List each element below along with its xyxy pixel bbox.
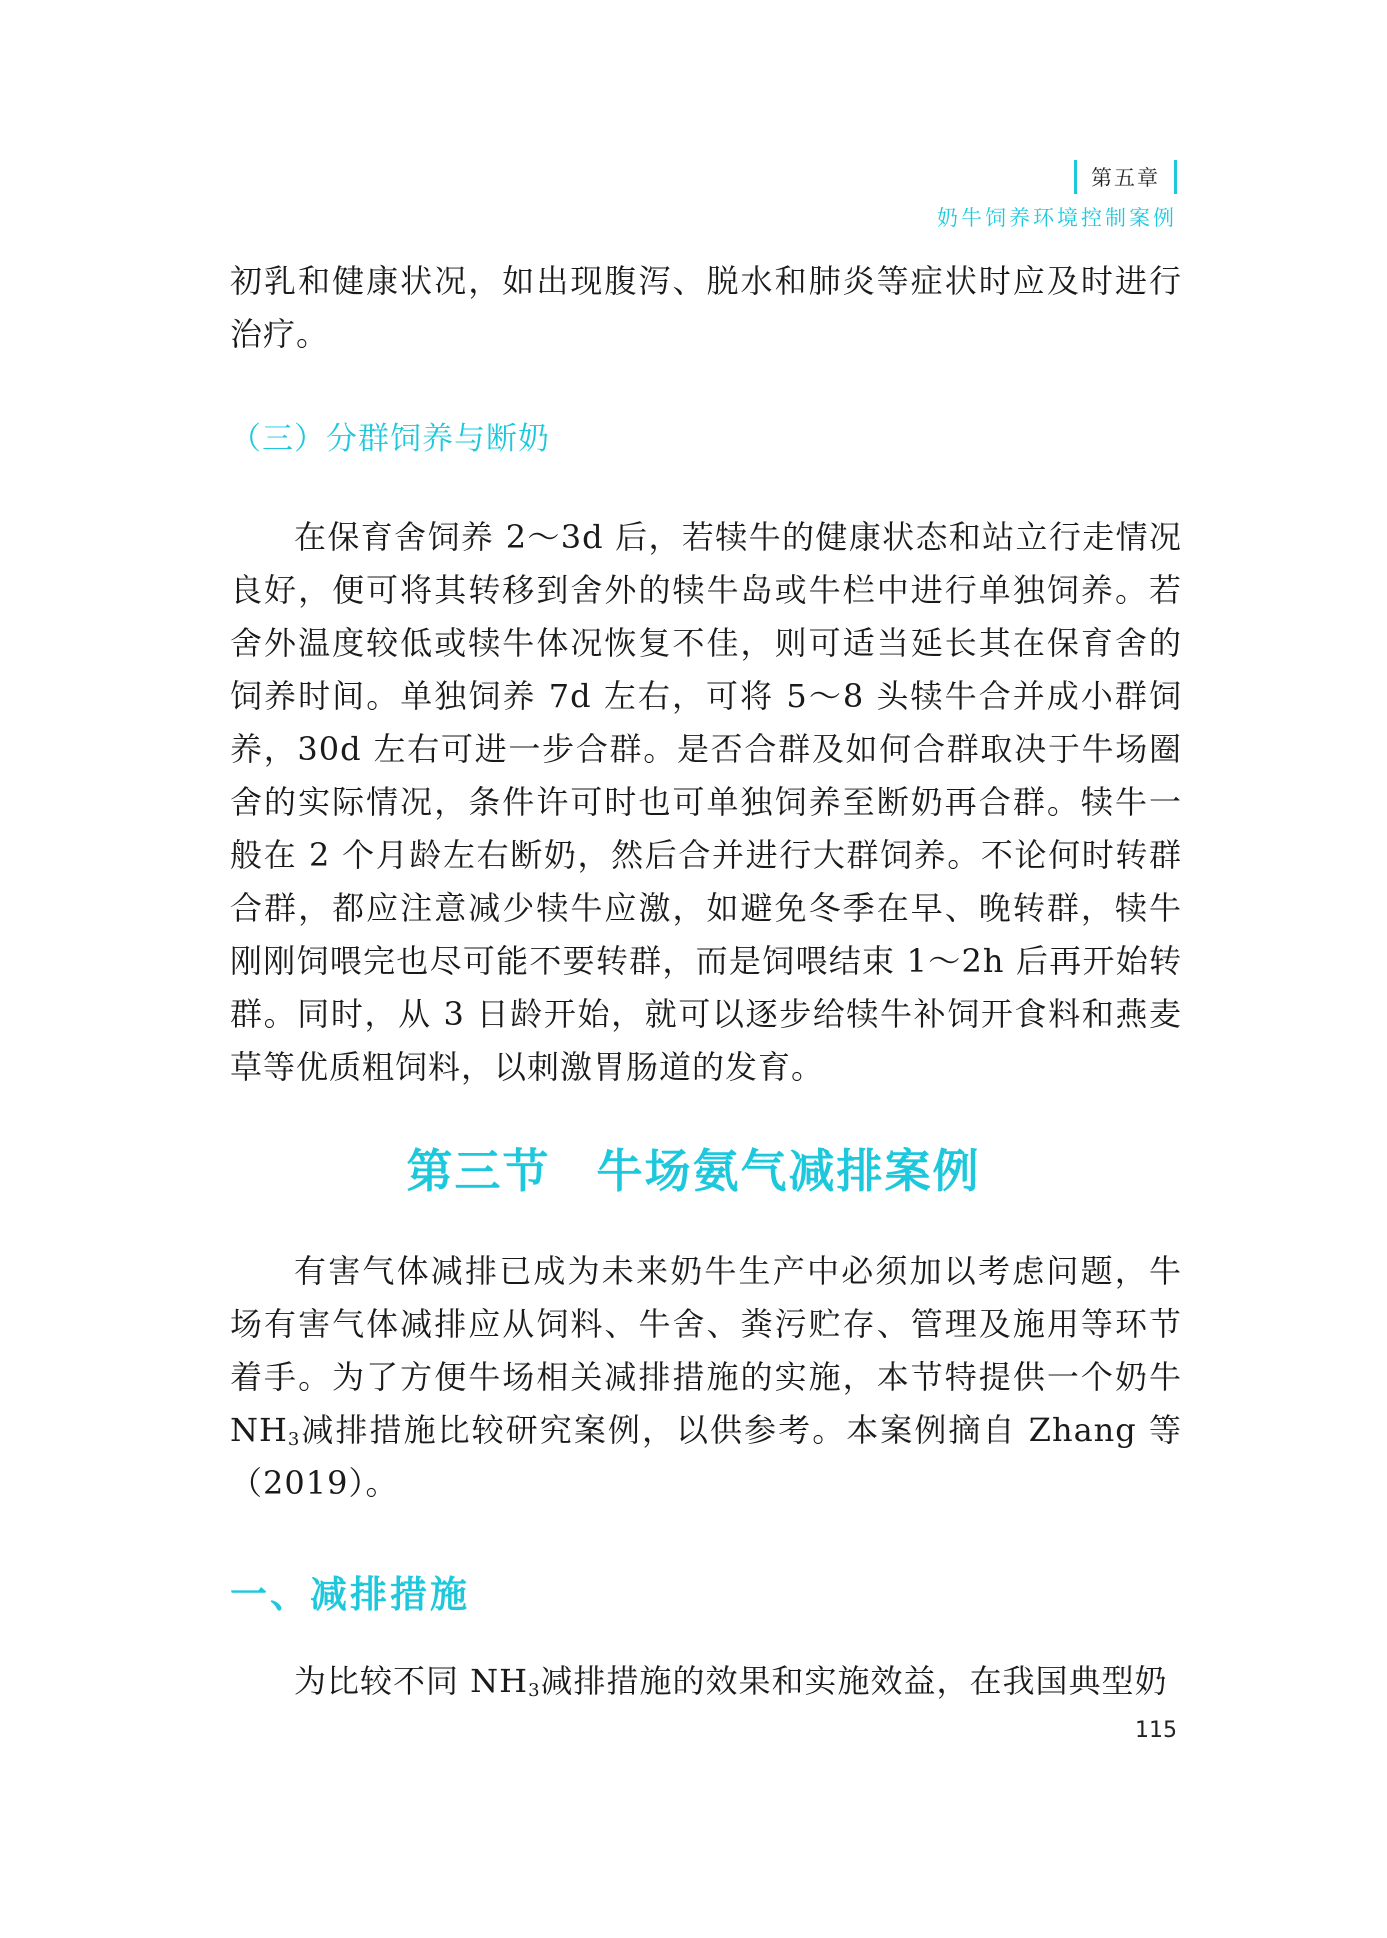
paragraph-emission-intro: 有害气体减排已成为未来奶牛生产中必须加以考虑问题，牛场有害气体减排应从饲料、牛舍、粪污贮存、管理及施用等环节着手。为了方便牛场相关减排措施的实施，本节特提供一个奶牛 $NH_3$减排措施比较研究案例，以供参考。本案例摘自 Zhang 等（2019）。 — [230, 1252, 1182, 1502]
heading-container — [230, 1564, 1182, 1618]
page-number: 115 — [1135, 1718, 1177, 1743]
paragraph-container-4 — [230, 1655, 1182, 1708]
paragraph-treatment: 初乳和健康状况，如出现腹泻、脱水和肺炎等症状时应及时进行治疗。 — [230, 262, 1182, 353]
running-header — [937, 160, 1177, 232]
chapter-label: 第五章 — [1074, 160, 1177, 194]
subheading-container — [230, 413, 1182, 458]
heading-reduction-measures: 一、减排措施 — [230, 1573, 470, 1616]
chapter-title: 奶牛饲养环境控制案例 — [937, 206, 1177, 230]
paragraph-comparison: 为比较不同 $NH_3$减排措施的效果和实施效益，在我国典型奶 — [294, 1662, 1168, 1701]
paragraph-container-2 — [230, 511, 1182, 1094]
section-title — [0, 1135, 1387, 1201]
section-name: 牛场氨气减排案例 — [596, 1144, 981, 1198]
paragraph-container-3 — [230, 1245, 1182, 1510]
subheading-group-feeding: （三）分群饲养与断奶 — [230, 421, 550, 457]
paragraph-group-feeding: 在保育舍饲养 2～3d 后，若犊牛的健康状态和站立行走情况良好，便可将其转移到舍外的犊牛岛或牛栏中进行单独饲养。若舍外温度较低或犊牛体况恢复不佳，则可适当延长其在保育舍的饲养时间。单独饲养 7d 左右，可将 5～8 头犊牛合并成小群饲养，30d 左右可进一步合群。是否合群及如何合群取决于牛场圈舍的实际情况，条件许可时也可单独饲养至断奶再合群。犊牛一般在 2 个月龄左右断奶，然后合并进行大群饲养。不论何时转群合群，都应注意减少犊牛应激，如避免冬季在早、晚转群，犊牛刚刚饲喂完也尽可能不要转群，而是饲喂结束 1～2h 后再开始转群。同时，从 3 日龄开始，就可以逐步给犊牛补饲开食料和燕麦草等优质粗饲料，以刺激胃肠道的发育。 — [230, 518, 1182, 1086]
section-label: 第三节 — [406, 1144, 551, 1198]
paragraph-continuation — [230, 255, 1182, 361]
